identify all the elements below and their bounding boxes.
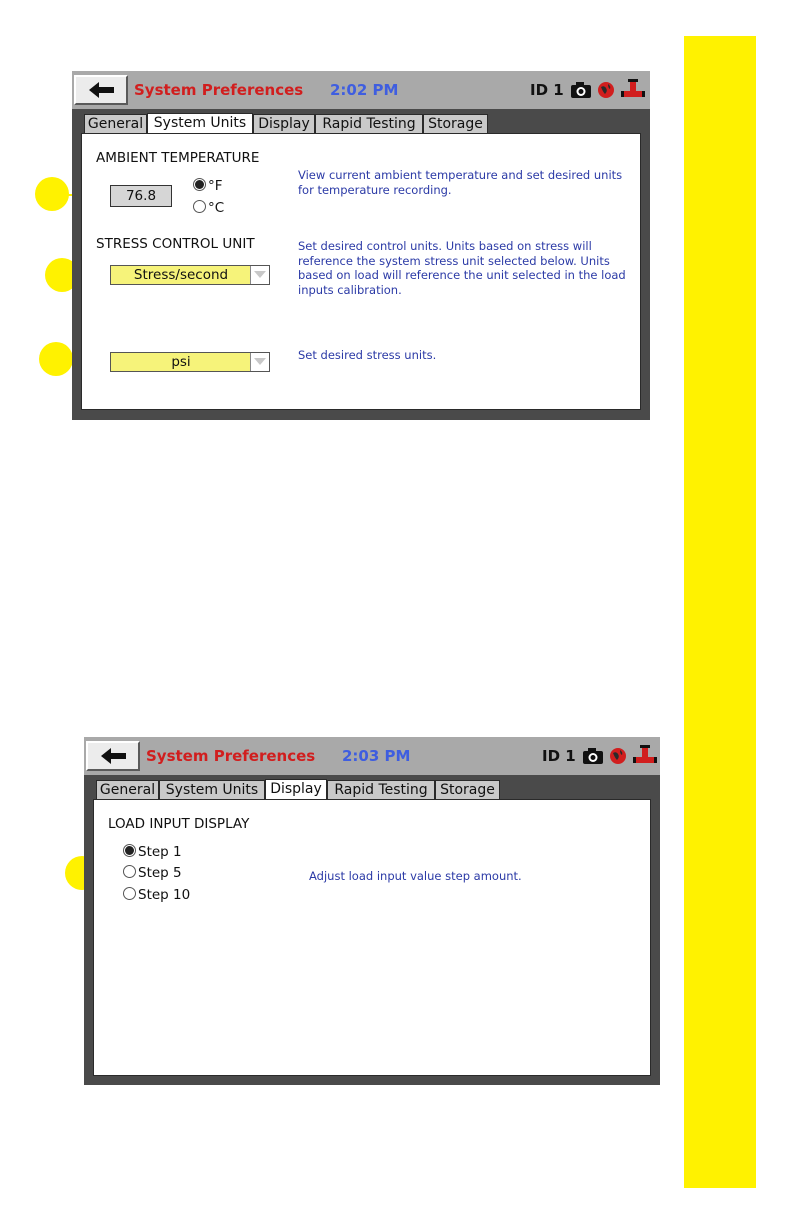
header-bar xyxy=(84,737,660,775)
app-title: System Preferences xyxy=(146,747,316,765)
device-id: ID 1 xyxy=(542,747,576,765)
tab-general[interactable]: General xyxy=(84,114,147,134)
stress-control-unit-heading: STRESS CONTROL UNIT xyxy=(96,236,255,252)
clock-time: 2:03 PM xyxy=(342,747,411,765)
step-10-option[interactable] xyxy=(123,886,190,904)
stress-unit-value: psi xyxy=(171,354,191,370)
tab-general[interactable]: General xyxy=(96,780,159,800)
load-input-description: Adjust load input value step amount. xyxy=(309,869,522,883)
globe-icon[interactable] xyxy=(597,81,615,99)
stress-unit-dropdown[interactable] xyxy=(110,352,270,372)
ambient-temperature-heading: AMBIENT TEMPERATURE xyxy=(96,150,260,166)
tab-storage[interactable]: Storage xyxy=(423,114,488,134)
ambient-temperature-description: View current ambient temperature and set desired units for temperature recording. xyxy=(298,168,623,197)
fahrenheit-radio[interactable] xyxy=(193,178,206,191)
back-arrow-icon xyxy=(76,77,126,103)
back-button[interactable] xyxy=(74,75,128,105)
yellow-side-bar xyxy=(684,36,756,1188)
step-1-label: Step 1 xyxy=(138,844,182,860)
stress-control-value: Stress/second xyxy=(133,267,229,283)
stress-unit-description: Set desired stress units. xyxy=(298,348,437,362)
back-arrow-icon xyxy=(88,743,138,769)
step-5-option[interactable] xyxy=(123,864,182,882)
tab-display[interactable]: Display xyxy=(253,114,315,134)
fahrenheit-label: °F xyxy=(208,178,223,194)
step-1-option[interactable] xyxy=(123,843,182,861)
back-button[interactable] xyxy=(86,741,140,771)
tab-rapid-testing[interactable]: Rapid Testing xyxy=(327,780,435,800)
step-5-radio[interactable] xyxy=(123,865,136,878)
celsius-radio[interactable] xyxy=(193,200,206,213)
celsius-label: °C xyxy=(208,200,225,216)
tab-system-units[interactable]: System Units xyxy=(159,780,265,800)
fahrenheit-option[interactable] xyxy=(193,177,223,195)
clock-time: 2:02 PM xyxy=(330,81,399,99)
tab-display[interactable]: Display xyxy=(265,779,327,801)
tab-rapid-testing[interactable]: Rapid Testing xyxy=(315,114,423,134)
content-area xyxy=(81,133,641,410)
content-area xyxy=(93,799,651,1076)
step-10-radio[interactable] xyxy=(123,887,136,900)
ambient-temperature-value: 76.8 xyxy=(110,185,172,207)
load-input-display-heading: LOAD INPUT DISPLAY xyxy=(108,816,250,832)
step-1-radio[interactable] xyxy=(123,844,136,857)
tab-system-units[interactable]: System Units xyxy=(147,113,253,135)
callout-marker-1 xyxy=(35,177,69,211)
header-bar xyxy=(72,71,650,109)
device-screen-display xyxy=(84,737,660,1085)
celsius-option[interactable] xyxy=(193,199,224,217)
dropdown-arrow-icon[interactable] xyxy=(250,353,269,371)
valve-icon[interactable] xyxy=(620,79,646,101)
tab-storage[interactable]: Storage xyxy=(435,780,500,800)
dropdown-arrow-icon[interactable] xyxy=(250,266,269,284)
step-10-label: Step 10 xyxy=(138,887,191,903)
device-screen-system-units xyxy=(72,71,650,420)
device-id: ID 1 xyxy=(530,81,564,99)
app-title: System Preferences xyxy=(134,81,304,99)
stress-control-description: Set desired control units. Units based on stress will reference the system stress unit selected below. Units based on load will reference the unit selected in the load inputs calibration. xyxy=(298,239,626,297)
callout-marker-3 xyxy=(39,342,73,376)
globe-icon[interactable] xyxy=(609,747,627,765)
step-5-label: Step 5 xyxy=(138,865,182,881)
camera-icon[interactable] xyxy=(582,747,604,765)
camera-icon[interactable] xyxy=(570,81,592,99)
stress-control-dropdown[interactable] xyxy=(110,265,270,285)
valve-icon[interactable] xyxy=(632,745,658,767)
